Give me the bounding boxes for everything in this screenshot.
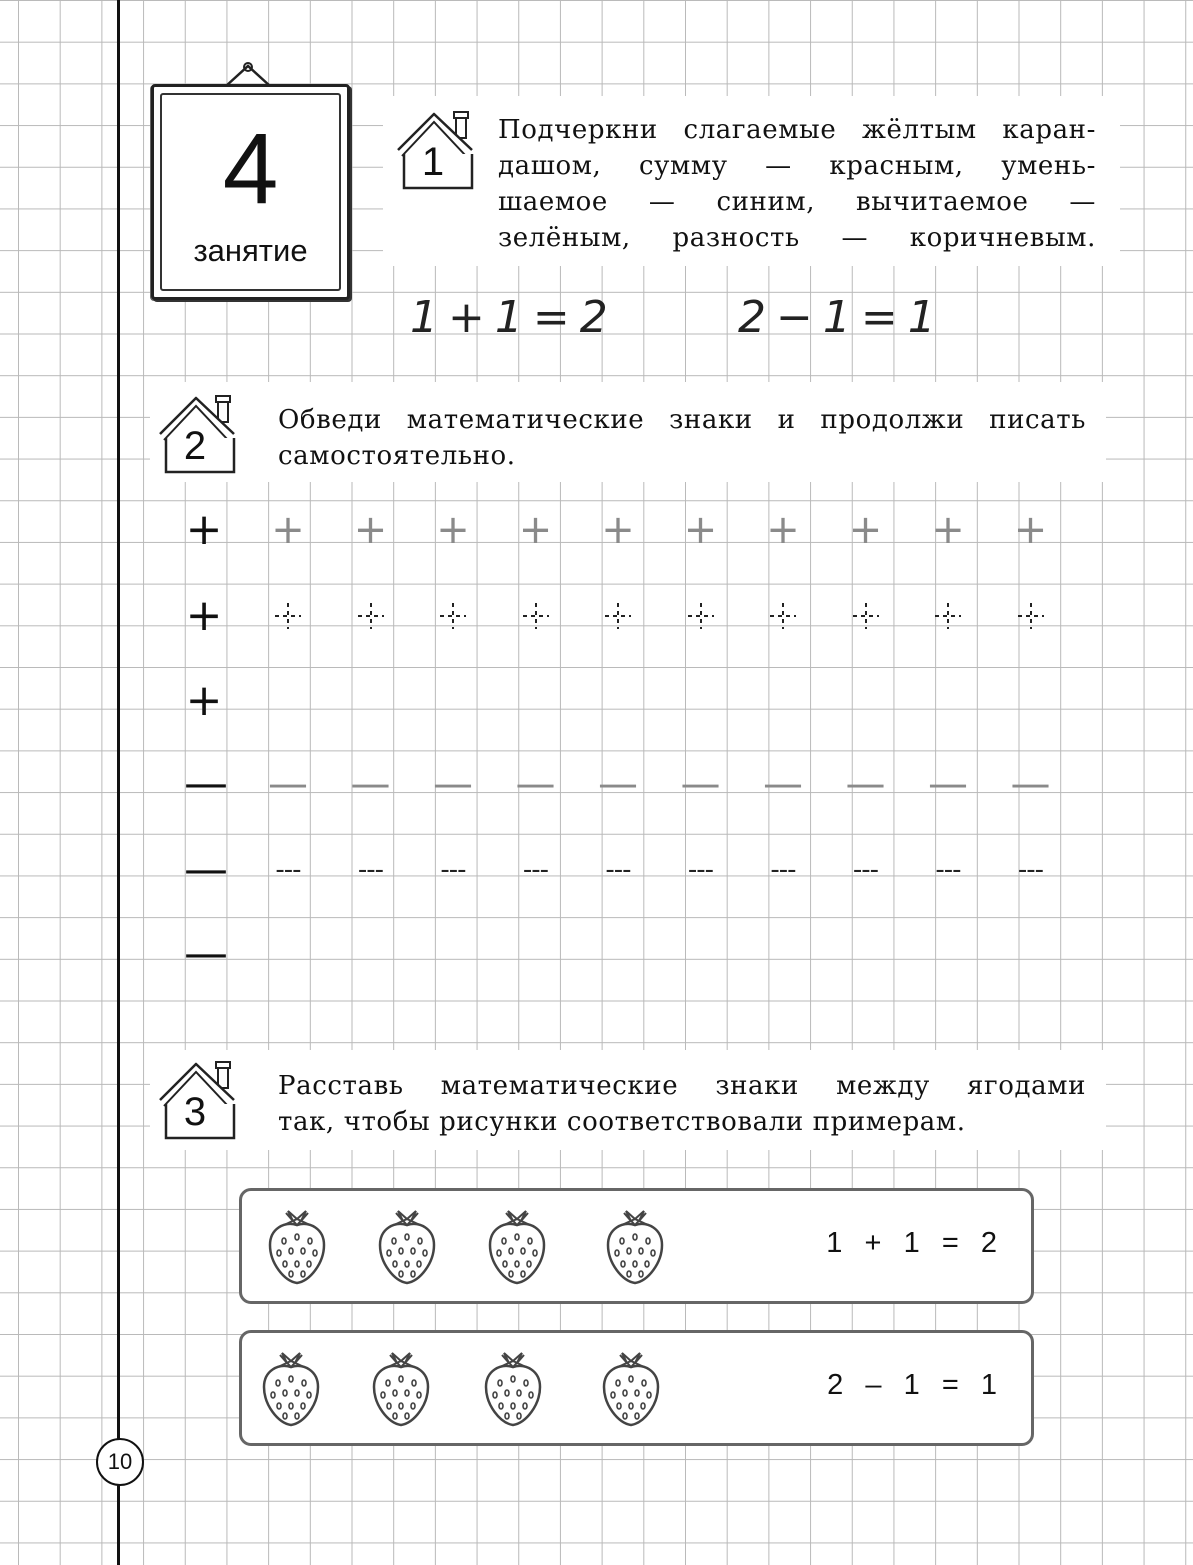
minus-trace: — [433, 761, 473, 807]
strawberry-icon [604, 1209, 666, 1285]
task1-instructions [498, 112, 1096, 256]
plus-trace: + [601, 507, 635, 553]
plus-trace: + [848, 507, 883, 553]
plus-sign: + [185, 504, 223, 555]
task2-instructions [278, 402, 1086, 474]
minus-dotted-trace: --- [275, 855, 301, 885]
plus-dotted-trace-icon [271, 599, 305, 633]
minus-sign: — [184, 758, 228, 809]
minus-dotted-trace: --- [440, 855, 466, 885]
task3-line: так, чтобы рисунки соответствовали примерам. [278, 1107, 966, 1137]
minus-dotted-trace: --- [935, 855, 961, 885]
strawberry-icon [260, 1351, 322, 1427]
strawberry-icon [266, 1209, 328, 1285]
task2-number: 2 [183, 424, 207, 468]
minus-trace: — [350, 761, 391, 807]
task3-line: Расставь математические знаки между ягодами [278, 1071, 1086, 1101]
task1-line: Подчеркни слагаемые жёлтым каран- [498, 115, 1096, 145]
minus-dotted-trace: --- [1017, 855, 1044, 885]
minus-sign: — [184, 928, 228, 979]
lesson-number: 4 [222, 113, 279, 225]
minus-dotted-trace: --- [605, 855, 631, 885]
task1-line: шаемое — синим, вычитаемое — [498, 187, 1096, 217]
task2-line: самостоятельно. [278, 441, 516, 471]
strawberry-icon [482, 1351, 544, 1427]
lesson-card [151, 84, 350, 300]
minus-dotted-trace: --- [522, 855, 549, 885]
plus-trace: + [271, 507, 305, 553]
margin-line [117, 0, 120, 1565]
plus-trace: + [931, 507, 965, 553]
strawberry-icon [370, 1351, 432, 1427]
task3-number: 3 [183, 1090, 207, 1134]
minus-trace: — [763, 761, 803, 807]
plus-dotted-trace-icon [436, 599, 470, 633]
plus-dotted-trace-icon [684, 599, 718, 633]
plus-dotted-trace-icon [1014, 599, 1048, 633]
task3-badge [158, 1058, 244, 1142]
minus-trace: — [515, 761, 556, 807]
plus-trace: + [683, 507, 718, 553]
plus-trace: + [518, 507, 553, 553]
minus-trace: — [598, 761, 638, 807]
plus-trace: + [353, 507, 388, 553]
lesson-label: занятие [193, 233, 308, 268]
task1-badge [396, 108, 482, 192]
minus-trace: — [1010, 761, 1051, 807]
minus-dotted-trace: --- [357, 855, 384, 885]
plus-dotted-trace-icon [354, 599, 388, 633]
plus-dotted-trace-icon [519, 599, 553, 633]
minus-trace: — [845, 761, 886, 807]
plus-trace: + [766, 507, 800, 553]
task1-line: зелёным, разность — коричневым. [498, 223, 1096, 253]
minus-dotted-trace: --- [852, 855, 879, 885]
minus-dotted-trace: --- [770, 855, 796, 885]
page-number: 10 [96, 1438, 144, 1486]
task1-number: 1 [421, 140, 445, 184]
minus-dotted-trace: --- [687, 855, 714, 885]
plus-dotted-trace-icon [601, 599, 635, 633]
plus-trace: + [436, 507, 470, 553]
example-subtraction: 2−1=1 [738, 292, 946, 343]
minus-trace: — [928, 761, 968, 807]
plus-dotted-trace-icon [849, 599, 883, 633]
task2-badge [158, 392, 244, 476]
equation-1: 1 + 1 = 2 [826, 1227, 999, 1259]
plus-sign: + [185, 590, 223, 641]
equation-box-2 [239, 1330, 1034, 1446]
task1-line: дашом, сумму — красным, умень- [498, 151, 1096, 181]
equation-2: 2 – 1 = 1 [827, 1369, 999, 1401]
example-addition: 1+1=2 [410, 292, 618, 343]
strawberry-icon [376, 1209, 438, 1285]
strawberry-icon [486, 1209, 548, 1285]
equation-box-1 [239, 1188, 1034, 1304]
plus-dotted-trace-icon [766, 599, 800, 633]
plus-dotted-trace-icon [931, 599, 965, 633]
minus-trace: — [268, 761, 308, 807]
minus-trace: — [680, 761, 721, 807]
task2-line: Обведи математические знаки и продолжи писать [278, 405, 1086, 435]
task3-instructions [278, 1068, 1086, 1140]
plus-trace: + [1013, 507, 1048, 553]
minus-sign: — [184, 844, 228, 895]
plus-sign: + [185, 675, 223, 726]
strawberry-icon [600, 1351, 662, 1427]
